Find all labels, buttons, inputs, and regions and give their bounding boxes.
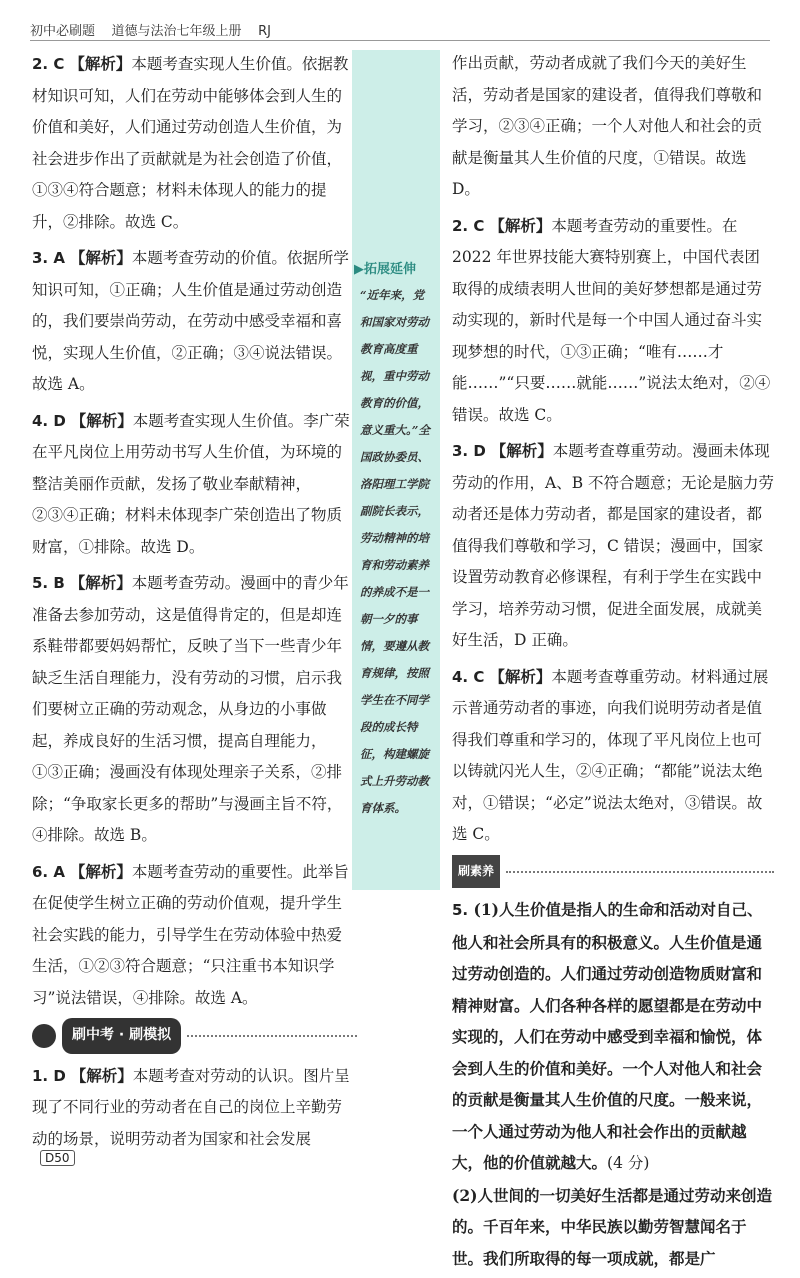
question-number: 3. D xyxy=(452,442,486,460)
analysis-tag: 【解析】 xyxy=(69,248,132,267)
analysis-tag: 【解析】 xyxy=(69,54,132,73)
question-number: 4. D xyxy=(32,411,66,430)
question-number: 5. xyxy=(452,901,469,919)
answer-q3 xyxy=(452,435,774,657)
sidebar-extension xyxy=(352,50,440,890)
analysis-text: 本题考查尊重劳动。材料通过展示普通劳动者的事迹，向我们说明劳动者是值得我们尊重和学习的，体现了平凡岗位上也可以铸就闪光人生，②④正确；“都能”说法太绝对，①错误；“必定”说法太绝对，③错误。故选 C。 xyxy=(452,667,769,843)
answer-q2 xyxy=(452,210,774,432)
question-number: 3. A xyxy=(32,249,65,267)
analysis-text: 本题考查劳动的重要性。此举旨在促使学生树立正确的劳动价值观，提升学生社会实践的能力，引导学生在劳动体验中热爱生活，①②③符合题意；“只注重书本知识学习”说法错误，④排除。故选 A。 xyxy=(32,862,349,1007)
left-column xyxy=(32,48,357,1159)
analysis-tag: 【解析】 xyxy=(490,441,553,460)
analysis-tag: 【解析】 xyxy=(69,861,132,881)
page-number: D50 xyxy=(40,1150,75,1166)
right-column xyxy=(452,48,774,1278)
analysis-text: 本题考查劳动的重要性。在 2022 年世界技能大赛特别赛上，中国代表团取得的成绩表明人世间的美好梦想都是通过劳动实现的，新时代是每一个中国人通过奋斗实现梦想的时代，①③正确；“唯有……才能……”“只要……就能……”说法太绝对，②④错误。故选 C。 xyxy=(452,216,771,424)
answer-q5 xyxy=(32,567,357,852)
dotted-divider xyxy=(187,1034,357,1037)
score-note: (4 分) xyxy=(607,1154,650,1172)
analysis-tag: 【解析】 xyxy=(70,1065,133,1085)
analysis-text: 本题考查实现人生价值。依据教材知识可知，人们在劳动中能够体会到人生的价值和美好，人们通过劳动创造人生价值，为社会进步作出了贡献就是为社会创造了价值，①③④符合题意；材料未体现人的能力的提升，②排除。故选 C。 xyxy=(32,55,349,231)
answer-part-2: (2)人世间的一切美好生活都是通过劳动来创造的。千百年来，中华民族以勤劳智慧闻名于世。我们所取得的每一项成就，都是广 xyxy=(452,1185,772,1268)
answer-q4 xyxy=(32,405,357,564)
extension-text: “近年来，党和国家对劳动教育高度重视，重中劳动教育的价值，意义重大。”全国政协委员、洛阳理工学院副院长表示，劳动精神的培育和劳动素养的养成不是一朝一夕的事情，要遵从教育规律，按照学生在不同学段的成长特征，构建螺旋式上升劳动教育体系。 xyxy=(360,288,430,815)
question-number: 6. A xyxy=(32,862,65,881)
analysis-text: 本题考查实现人生价值。李广荣在平凡岗位上用劳动书写人生价值，为环境的整洁美丽作贡献，发扬了敬业奉献精神，②③④正确；材料未体现李广荣创造出了物质财富，①排除。故选 D。 xyxy=(32,411,350,556)
answer-q2 xyxy=(32,48,357,238)
section-title: 刷中考 · 刷模拟 xyxy=(62,1018,181,1054)
analysis-text: 本题考查劳动的价值。依据所学知识可知，①正确；人生价值是通过劳动创造的，我们要崇尚劳动，在劳动中感受幸福和喜悦，实现人生价值，②正确；③④说法错误。故选 A。 xyxy=(32,249,349,393)
answer-q5 xyxy=(452,894,774,1274)
continued-text: 作出贡献，劳动者成就了我们今天的美好生活，劳动者是国家的建设者，值得我们尊敬和学习，②③④正确；一个人对他人和社会的贡献是衡量其人生价值的尺度，①错误。故选 D。 xyxy=(452,54,763,198)
pencil-badge-icon xyxy=(32,1024,56,1048)
question-number: 4. C xyxy=(452,667,485,686)
question-number: 5. B xyxy=(32,574,65,592)
answer-q3 xyxy=(32,242,357,401)
header-rule xyxy=(30,40,770,41)
section-banner xyxy=(32,1018,357,1054)
dotted-divider xyxy=(506,870,774,873)
question-number: 1. D xyxy=(32,1066,66,1085)
analysis-tag: 【解析】 xyxy=(489,666,552,686)
answer-s1 xyxy=(32,1060,357,1156)
analysis-text: 本题考查尊重劳动。漫画未体现劳动的作用，A、B 不符合题意；无论是脑力劳动者还是体力劳动者，都是国家的建设者，都值得我们尊敬和学习，C 错误；漫画中，国家设置劳动教育必修课程，有利于学生在实践中学习，培养劳动习惯，促进全面发展，成就美好生活，D 正确。 xyxy=(452,442,775,649)
analysis-text: 本题考查劳动。漫画中的青少年准备去参加劳动，这是值得肯定的，但是却连系鞋带都要妈妈帮忙，反映了当下一些青少年缺乏生活自理能力，没有劳动的习惯，启示我们要树立正确的劳动观念，从身边的小事做起，养成良好的生活习惯，提高自理能力，①③正确；漫画没有体现处理亲子关系，②排除；“争取家长更多的帮助”与漫画主旨不符，④排除。故选 B。 xyxy=(32,574,349,844)
answer-q4 xyxy=(452,661,774,851)
section-title: 刷素养 xyxy=(452,855,500,889)
question-number: 2. C xyxy=(32,55,65,73)
book-subject: 道德与法治七年级上册 xyxy=(111,24,242,39)
page-header xyxy=(30,20,271,39)
question-number: 2. C xyxy=(452,216,485,235)
analysis-tag: 【解析】 xyxy=(69,573,132,592)
answer-part-1: (1)人生价值是指人的生命和活动对自己、他人和社会所具有的积极意义。人生价值是通过劳动创造的。人们通过劳动创造物质财富和精神财富。人们各种各样的愿望都是在劳动中实现的，人们在劳动中感受到幸福和愉悦，体会到人生的价值和美好。一个人对他人和社会的贡献是衡量其人生价值的尺度。一般来说，一个人通过劳动为他人和社会作出的贡献越大，他的价值就越大。 xyxy=(452,900,763,1172)
series-name: 初中必刷题 xyxy=(30,24,96,39)
extension-tag: ▶拓展延伸 xyxy=(354,262,416,277)
analysis-text: 本题考查对劳动的认识。图片呈现了不同行业的劳动者在自己的岗位上辛勤劳动的场景，说明劳动者为国家和社会发展 xyxy=(32,1066,350,1148)
analysis-tag: 【解析】 xyxy=(489,215,552,235)
analysis-tag: 【解析】 xyxy=(70,410,133,430)
section-banner xyxy=(452,855,774,889)
answer-q6 xyxy=(32,856,357,1015)
edition-code: RJ xyxy=(258,24,271,39)
